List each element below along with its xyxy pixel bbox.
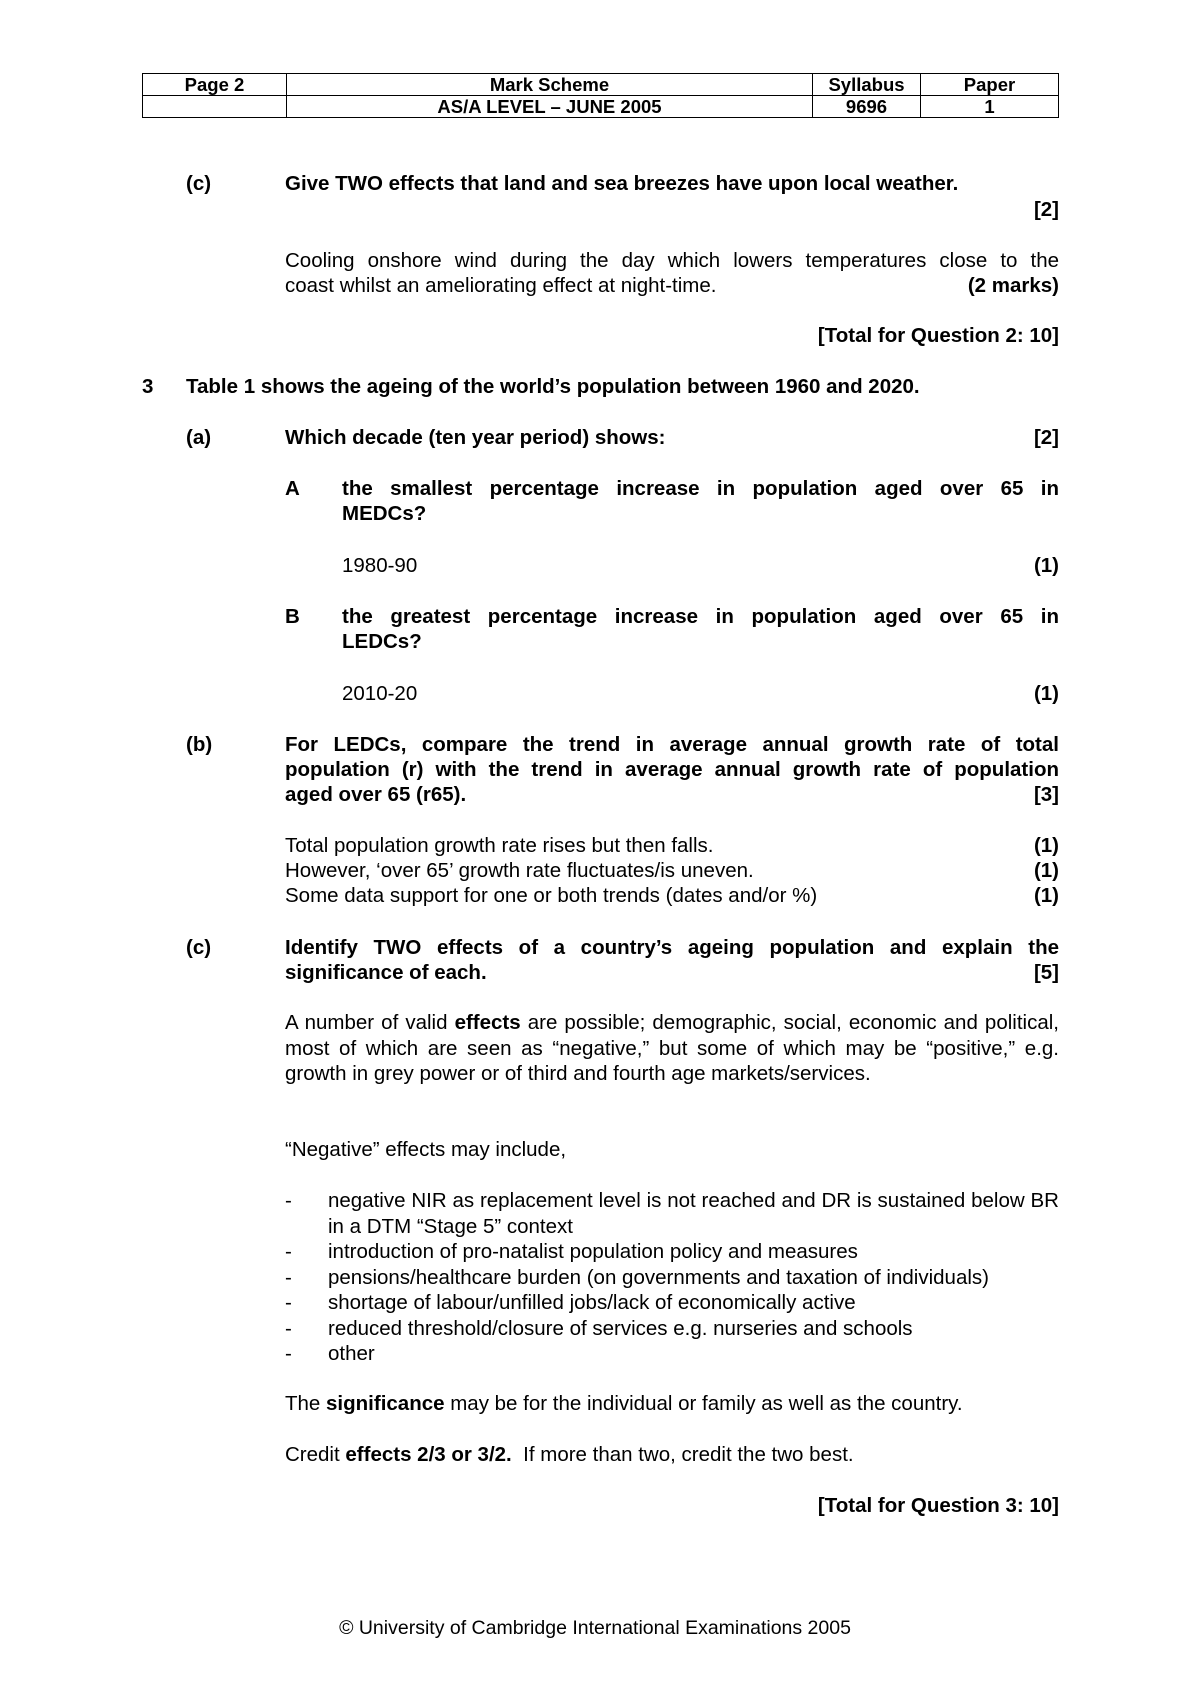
header-syllabus-label: Syllabus: [813, 74, 921, 96]
q2c-marks: [2]: [1033, 198, 1059, 221]
q2c-label: (c): [186, 172, 212, 195]
q3a-B-label: B: [285, 605, 300, 628]
q3a-B-line1: the greatest percentage increase in population aged over 65 in: [342, 605, 1059, 628]
q3a-B-answer: 2010-20: [342, 682, 418, 705]
q3a-label: (a): [186, 426, 212, 449]
header-page: Page 2: [143, 74, 287, 96]
q3b-mark-2: (1): [1033, 859, 1059, 882]
header-empty-cell: [143, 96, 287, 118]
q3-total: [Total for Question 3: 10]: [817, 1494, 1059, 1517]
q3c-paragraph-effects: [285, 1010, 1059, 1087]
q3a-A-answer: 1980-90: [342, 554, 418, 577]
q3c-label: (c): [186, 936, 212, 959]
q3b-mark-3: (1): [1033, 884, 1059, 907]
q3c-p1-bold: effects: [454, 1011, 521, 1034]
q3a-A-marks: (1): [1033, 554, 1059, 577]
q3c-bullet-list: [285, 1188, 1059, 1367]
list-item: - other: [285, 1342, 375, 1365]
list-item: - shortage of labour/unfilled jobs/lack of economically active: [285, 1291, 856, 1314]
q3a-question: Which decade (ten year period) shows:: [285, 426, 666, 449]
q3-intro: Table 1 shows the ageing of the world’s population between 1960 and 2020.: [186, 375, 920, 398]
header-title: Mark Scheme: [287, 74, 813, 96]
q3b-answer-1: Total population growth rate rises but then falls.: [285, 834, 714, 857]
header-paper-label: Paper: [921, 74, 1059, 96]
q3b-answer-2: However, ‘over 65’ growth rate fluctuates/is uneven.: [285, 859, 754, 882]
q3a-B-line2: LEDCs?: [342, 630, 422, 653]
q3a-A-line2: MEDCs?: [342, 502, 427, 525]
q3c-p1-pre: A number of valid: [285, 1011, 455, 1034]
list-item: - negative NIR as replacement level is not reached and DR is sustained below BR in a DTM “Stage 5” context: [285, 1189, 1059, 1238]
copyright-footer: © University of Cambridge International Examinations 2005: [339, 1617, 851, 1639]
header-syllabus-value: 9696: [813, 96, 921, 118]
q3c-question-line1: Identify TWO effects of a country’s ageing population and explain the: [285, 936, 1059, 959]
list-item: - pensions/healthcare burden (on governments and taxation of individuals): [285, 1265, 989, 1289]
q3b-question-line2: population (r) with the trend in average annual growth rate of population: [285, 758, 1059, 781]
q3b-answer-3: Some data support for one or both trends (dates and/or %): [285, 884, 818, 907]
q3b-marks: [3]: [1033, 783, 1059, 806]
q3a-B-marks: (1): [1033, 682, 1059, 705]
q3b-mark-1: (1): [1033, 834, 1059, 857]
header-subtitle: AS/A LEVEL – JUNE 2005: [287, 96, 813, 118]
q2c-answer-line2: coast whilst an ameliorating effect at night-time.: [285, 274, 717, 297]
q2c-answer-line1: Cooling onshore wind during the day which lowers temperatures close to the: [285, 249, 1059, 272]
q3a-A-label: A: [285, 477, 300, 500]
q3-number: 3: [142, 375, 154, 398]
header-paper-value: 1: [921, 96, 1059, 118]
q3c-paragraph-negative: “Negative” effects may include,: [285, 1138, 567, 1161]
q2c-answer-marks: (2 marks): [967, 274, 1059, 297]
q3a-marks: [2]: [1033, 426, 1059, 449]
q3b-label: (b): [186, 733, 213, 756]
q3a-A-line1: the smallest percentage increase in population aged over 65 in: [342, 477, 1059, 500]
q3c-marks: [5]: [1033, 961, 1059, 984]
q3b-question-line1: For LEDCs, compare the trend in average annual growth rate of total: [285, 733, 1059, 756]
q3c-p1-post: are possible; demographic, social, economic and political, most of which are seen as “negative,” but some of which may be “positive,” e.g. growth in grey power or of third and fourth age markets/services.: [285, 1011, 1059, 1085]
q3c-paragraph-significance: The significance may be for the individual or family as well as the country.: [285, 1392, 963, 1415]
q2c-question: Give TWO effects that land and sea breezes have upon local weather.: [285, 172, 959, 195]
q3c-paragraph-credit: Credit effects 2/3 or 3/2. If more than two, credit the two best.: [285, 1443, 854, 1466]
q3b-question-line3: aged over 65 (r65).: [285, 783, 467, 806]
header-table: [142, 73, 1059, 118]
q2-total: [Total for Question 2: 10]: [817, 324, 1059, 347]
list-item: - introduction of pro-natalist population policy and measures: [285, 1240, 858, 1263]
q3c-question-line2: significance of each.: [285, 961, 487, 984]
list-item: - reduced threshold/closure of services e.g. nurseries and schools: [285, 1316, 913, 1340]
